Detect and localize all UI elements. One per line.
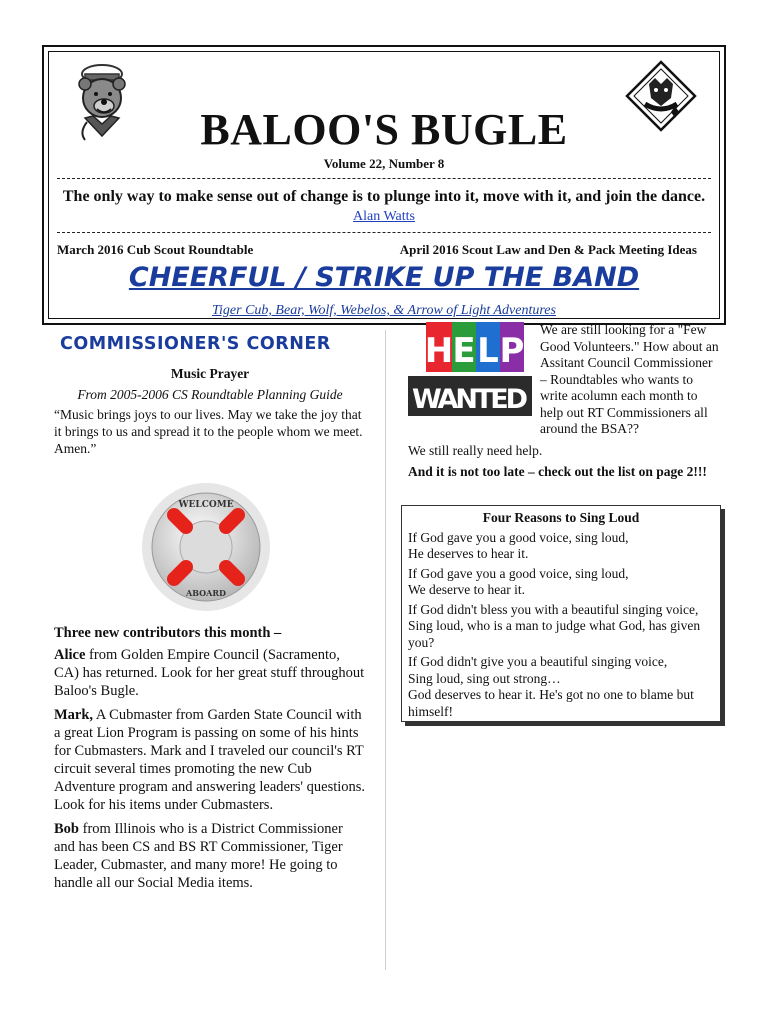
reasons-title: Four Reasons to Sing Loud — [482, 510, 640, 525]
section-heading: COMMISSIONER'S CORNER — [60, 334, 331, 354]
help-wanted-section — [408, 322, 720, 486]
reason-item — [408, 654, 714, 720]
adventures-link[interactable]: Tiger Cub, Bear, Wolf, Webelos, & Arrow of Light Adventures — [212, 303, 556, 318]
help-letter: E — [452, 331, 476, 371]
contributor-name: Alice — [54, 647, 86, 663]
masthead-quote: The only way to make sense out of change is to plunge into it, move with it, and join the dance. — [62, 188, 706, 205]
meeting-ideas-month: April 2016 Scout Law and Den & Pack Meeting Ideas — [399, 242, 697, 257]
contributor-name: Bob — [54, 821, 79, 837]
not-too-late-notice: And it is not too late – check out the list on page 2!!! — [408, 464, 707, 479]
prayer-source: From 2005-2006 CS Roundtable Planning Guide — [77, 387, 343, 402]
four-reasons-box — [401, 505, 721, 722]
help-letter: L — [477, 331, 499, 371]
help-wanted-paragraph: We are still looking for a "Few Good Volunteers." How about an Assitant Council Commissioner – Roundtables who wants to write acolumn each month to help out RT Commissioners all around the BSA?? — [540, 322, 719, 436]
reason-line: God deserves to hear it. He's got no one to blame but himself! — [408, 687, 694, 719]
roundtable-month: March 2016 Cub Scout Roundtable — [57, 242, 254, 257]
help-wanted-sign-icon — [408, 322, 532, 422]
contributor-name: Mark, — [54, 707, 94, 723]
life-ring-welcome-aboard-icon — [138, 479, 274, 615]
commissioners-corner — [54, 336, 366, 898]
reason-item — [408, 530, 714, 563]
life-ring-bottom-text: ABOARD — [186, 588, 226, 598]
newsletter-title: BALOO'S BUGLE — [200, 105, 568, 154]
masthead-inner-border — [48, 51, 720, 319]
contributor-text: from Golden Empire Council (Sacramento, CA) has returned. Look for her great stuff throughout Baloo's Bugle. — [54, 647, 365, 699]
prayer-title: Music Prayer — [170, 366, 250, 381]
reason-item — [408, 602, 714, 652]
quote-author-link[interactable]: Alan Watts — [353, 209, 415, 224]
reason-line: He deserves to hear it. — [408, 546, 529, 561]
contributor-paragraph — [54, 706, 366, 814]
monthly-theme: CHEERFUL / STRIKE UP THE BAND — [128, 262, 640, 293]
reason-item — [408, 566, 714, 599]
still-need-help: We still really need help. — [408, 442, 543, 458]
column-divider — [385, 330, 386, 970]
contributor-text: from Illinois who is a District Commissioner and has been CS and BS RT Commissioner, Tiger Leader, Cubmaster, and many more! He going to handle all our Social Media items. — [54, 821, 343, 891]
wanted-text: WANTED — [412, 384, 528, 415]
contributors-heading: Three new contributors this month – — [54, 625, 282, 641]
reason-line: We deserve to hear it. — [408, 582, 525, 597]
dashed-divider — [57, 178, 711, 179]
reason-line: If God gave you a good voice, sing loud, — [408, 565, 629, 581]
reason-line: If God didn't bless you with a beautiful singing voice, — [408, 601, 699, 617]
contributor-text: A Cubmaster from Garden State Council with a great Lion Program is passing on some of his hints for Cubmasters. Mark and I traveled our council's RT circuit several times promoting the new Cub Adventure program and answering leaders' questions. Look for his items under Cubmasters. — [54, 707, 366, 813]
help-letter: P — [499, 331, 525, 371]
masthead — [42, 45, 726, 325]
help-letter: H — [424, 331, 454, 371]
reason-line: Sing loud, who is a man to judge what God, has given you? — [408, 618, 701, 650]
reason-line: Sing loud, sing out strong… — [408, 670, 561, 686]
reason-line: If God didn't give you a beautiful singing voice, — [408, 654, 668, 669]
contributor-paragraph — [54, 820, 366, 892]
life-ring-top-text: WELCOME — [178, 500, 234, 510]
dashed-divider — [57, 232, 711, 233]
reason-line: If God gave you a good voice, sing loud, — [408, 529, 629, 545]
prayer-text: “Music brings joys to our lives. May we take the joy that it brings to us and spread it to the people whom we meet. Amen.” — [54, 407, 363, 456]
contributor-paragraph — [54, 646, 366, 700]
volume-number: Volume 22, Number 8 — [323, 156, 445, 171]
